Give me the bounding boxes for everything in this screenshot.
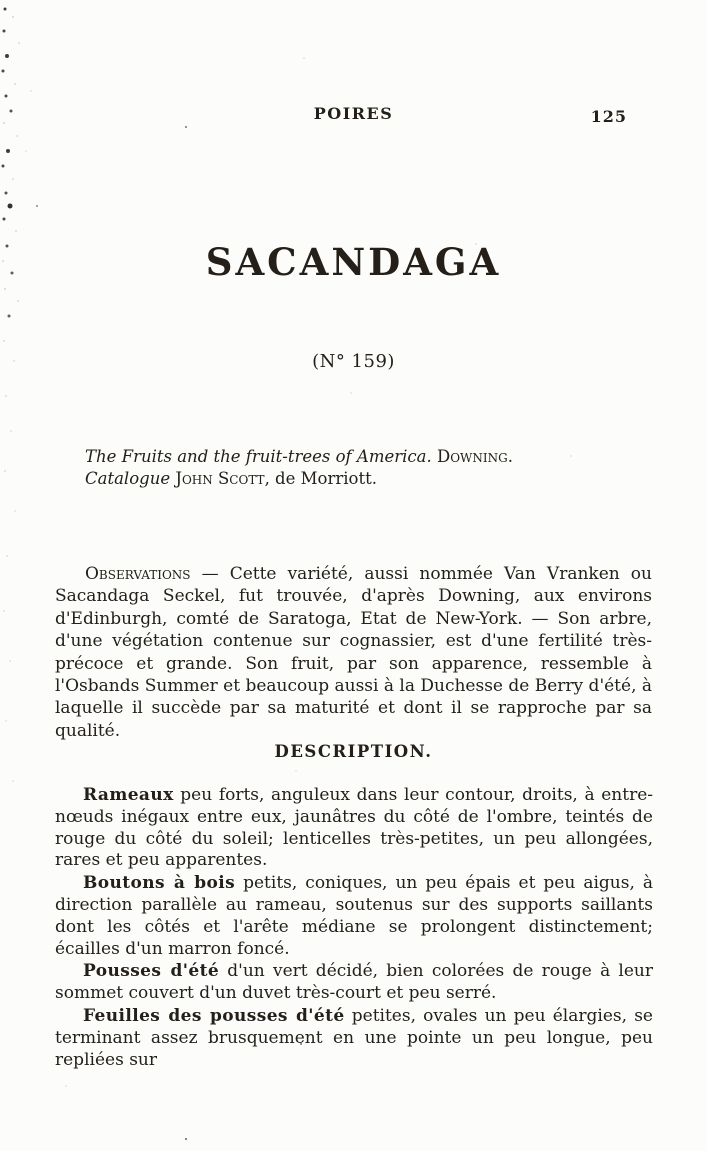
paragraph-lead: Feuilles des pousses d'été [83,1005,345,1026]
paragraph-body: peu forts, anguleux dans leur contour, droits, à entre-nœuds inégaux entre eux, jaunâtres du côté de l'ombre, teintés de rouge du côté du soleil; lenticelles très-petites, un peu allongées, rares et peu apparentes. [55,785,653,871]
description-heading: DESCRIPTION. [274,742,433,761]
variety-number: (N° 159) [312,351,395,372]
variety-title: SACANDAGA [205,240,502,284]
reference-block [85,446,625,489]
description-paragraph-rameaux [55,785,653,872]
paragraph-body: petits, coniques, un peu épais et peu aigus, à direction parallèle au rameau, soutenus sur des supports saillants dont les côtés et l'arête médiane se prolongent distinctement; écailles d'un marron foncé. [55,873,653,959]
reference-1-source: The Fruits and the fruit-trees of America. [85,447,437,466]
observations-body: — Cette variété, aussi nommée Van Vranken ou Sacandaga Seckel, fut trouvée, d'après Downing, aux environs d'Edinburgh, comté de Saratoga, Etat de New-York. — Son arbre, d'une végétation contenue sur cognassier, est d'une fertilité très-précoce et grande. Son fruit, par son apparence, ressemble à l'Osbands Summer et beaucoup aussi à la Duchesse de Berry d'été, à laquelle il succède par sa maturité et dont il se rapproche par sa qualité. [55,564,653,741]
paragraph-body: petites, ovales un peu élargies, se terminant assez brusquement en une pointe un peu longue, peu repliées sur [55,1005,653,1070]
description-section [55,785,653,1072]
observations-paragraph [55,563,652,742]
running-title: POIRES [313,104,394,123]
scan-noise [0,0,2,2]
paragraph-lead: Rameaux [83,785,174,805]
observations-lead: Observations [85,564,191,584]
reference-line-1 [85,446,625,468]
description-paragraph-feuilles [55,1006,653,1071]
paragraph-lead: Boutons à bois [83,873,236,894]
paragraph-body: d'un vert décidé, bien colorées de rouge à leur sommet couvert d'un duvet très-court et peu serré. [55,961,654,1004]
description-paragraph-boutons [55,873,653,960]
reference-2-rest: , de Morriott. [264,468,377,488]
paragraph-lead: Pousses d'été [83,961,220,982]
reference-1-author: Downing. [436,447,513,466]
reference-2-source: Catalogue [85,468,176,488]
page-number: 125 [590,107,627,126]
description-paragraph-pousses [55,961,653,1005]
reference-line-2 [85,468,625,490]
reference-2-author: John Scott [175,468,265,488]
